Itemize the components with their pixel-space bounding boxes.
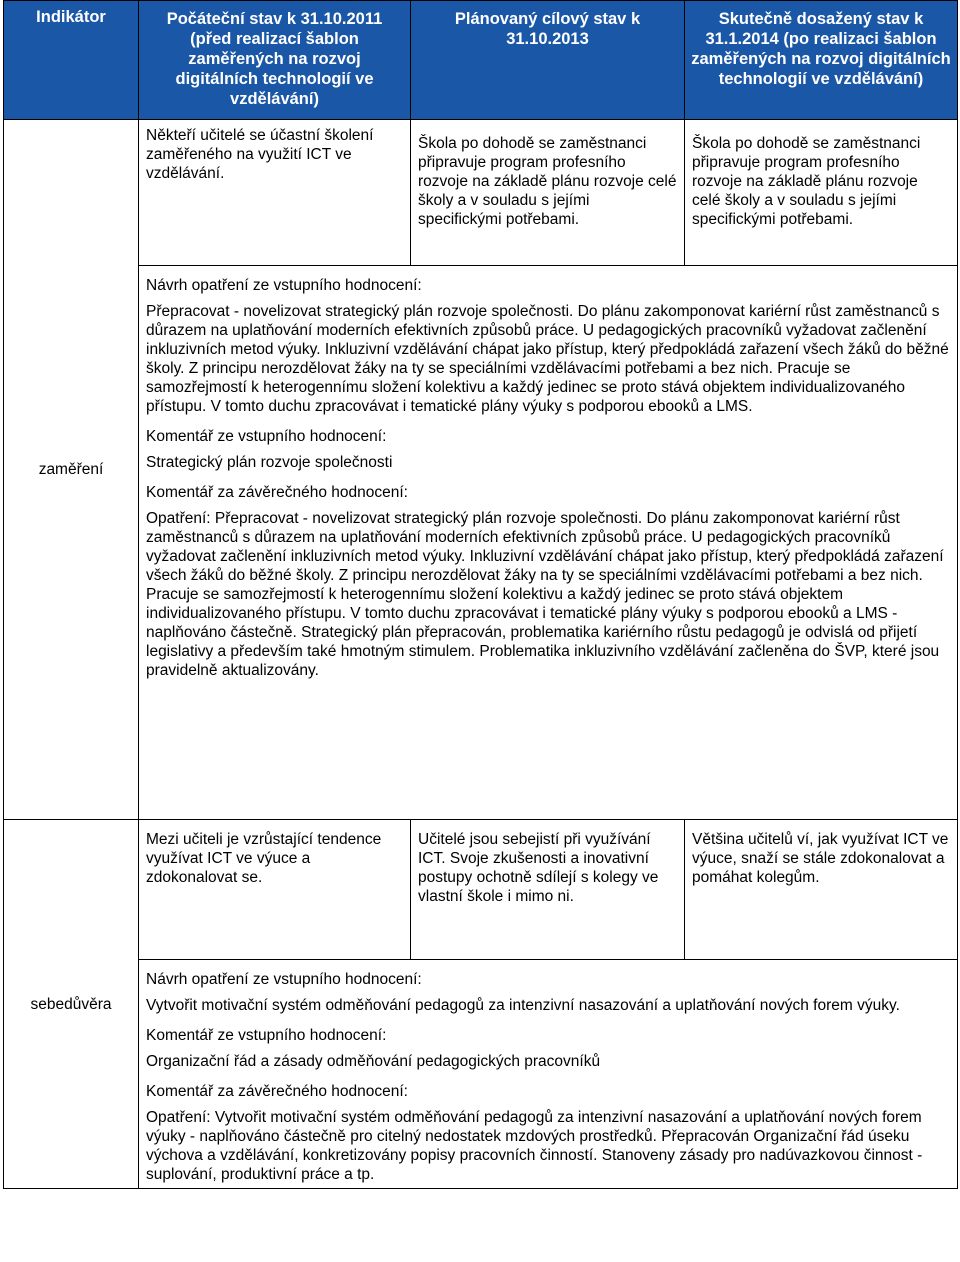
entry-comment-label: Komentář ze vstupního hodnocení: bbox=[146, 428, 387, 445]
indicator-cell: sebedůvěra bbox=[4, 820, 139, 1189]
header-planned-state: Plánovaný cílový stav k 31.10.2013 bbox=[411, 1, 685, 120]
entry-comment-text: Organizační řád a zásady odměňování pedagogických pracovníků bbox=[146, 1053, 601, 1070]
planned-state-cell: Učitelé jsou sebejistí při využívání ICT. Svoje zkušenosti a inovativní postupy ochotně sdílejí s kolegy ve vlastní škole i mimo ni. bbox=[411, 820, 685, 960]
final-comment-text: Opatření: Přepracovat - novelizovat strategický plán rozvoje společnosti. Do plánu zakomponovat kariérní růst zaměstnanců s důrazem na uplatňování moderních efektivních způsobů práce. U pedagogických pracovníků vyžadovat začlenění inkluzivních metod výuky. Inkluzivní vzdělávání chápat jako přístup, který předpokládá zařazení všech žáků do běžné školy. Z principu nerozdělovat žáky na ty se speciálními vzdělávacími potřebami a bez nich. Pracuje se samozřejmostí k heterogennímu složení kolektivu a každý jedinec se proto stává objektem individualizovaného přístupu. V tomto duchu zpracovávat i tematické plány výuky s podporou ebooků a LMS - naplňováno částečně. Strategický plán přepracován, problematika kariérního růstu pedagogů je odvislá od přijetí legislativy a především také hmotným stimulem. Problematika inkluzivního vzdělávání začleněna do ŠVP, které jsou pravidelně aktualizovány. bbox=[146, 510, 944, 679]
evaluation-cell bbox=[139, 960, 958, 1189]
evaluation-cell bbox=[139, 266, 958, 820]
header-start-state: Počáteční stav k 31.10.2011 (před realizací šablon zaměřených na rozvoj digitálních technologií ve vzdělávání) bbox=[139, 1, 411, 120]
start-state-cell: Mezi učiteli je vzrůstající tendence využívat ICT ve výuce a zdokonalovat se. bbox=[139, 820, 411, 960]
final-comment-text: Opatření: Vytvořit motivační systém odměňování pedagogů za intenzivní nasazování a uplatňování nových forem výuky - naplňováno částečně pro citelný nedostatek mzdových prostředků. Přepracován Organizační řád úseku výchova a vzdělávání, konkretizovány popisy pracovních činností. Stanoveny zásady pro nadúvazkovou činnost - suplování, produktivní práce a tp. bbox=[146, 1109, 923, 1183]
table-row bbox=[4, 820, 958, 960]
planned-state-cell: Škola po dohodě se zaměstnanci připravuje program profesního rozvoje na základě plánu rozvoje celé školy a v souladu s jejími specifickými potřebami. bbox=[411, 120, 685, 266]
indicator-cell: zaměření bbox=[4, 120, 139, 820]
entry-comment-label: Komentář ze vstupního hodnocení: bbox=[146, 1027, 387, 1044]
start-state-cell: Někteří učitelé se účastní školení zaměřeného na využití ICT ve vzdělávání. bbox=[139, 120, 411, 266]
table-row bbox=[4, 266, 958, 820]
final-comment-label: Komentář za závěrečného hodnocení: bbox=[146, 1083, 408, 1100]
actual-state-cell: Většina učitelů ví, jak využívat ICT ve výuce, snaží se stále zdokonalovat a pomáhat kolegům. bbox=[685, 820, 958, 960]
entry-comment-text: Strategický plán rozvoje společnosti bbox=[146, 454, 393, 471]
table-row bbox=[4, 960, 958, 1189]
header-indicator: Indikátor bbox=[4, 1, 139, 120]
proposal-text: Přepracovat - novelizovat strategický plán rozvoje společnosti. Do plánu zakomponovat kariérní růst zaměstnanců s důrazem na uplatňování moderních efektivních způsobů práce. U pedagogických pracovníků vyžadovat začlenění inkluzivních metod výuky. Inkluzivní vzdělávání chápat jako přístup, který předpokládá zařazení všech žáků do běžné školy. Z principu nerozdělovat žáky na ty se speciálními vzdělávacími potřebami a bez nich. Pracuje se samozřejmostí k heterogennímu složení kolektivu a každý jedinec se proto stává objektem individualizovaného přístupu. V tomto duchu zpracovávat i tematické plány výuky s podporou ebooků a LMS. bbox=[146, 303, 949, 415]
header-actual-state: Skutečně dosažený stav k 31.1.2014 (po realizaci šablon zaměřených na rozvoj digitálních technologií ve vzdělávání) bbox=[685, 1, 958, 120]
proposal-label: Návrh opatření ze vstupního hodnocení: bbox=[146, 971, 422, 988]
header-row bbox=[4, 1, 958, 120]
indicator-table bbox=[3, 0, 958, 1189]
table-row bbox=[4, 120, 958, 266]
final-comment-label: Komentář za závěrečného hodnocení: bbox=[146, 484, 408, 501]
proposal-text: Vytvořit motivační systém odměňování pedagogů za intenzivní nasazování a uplatňování nových forem výuky. bbox=[146, 997, 900, 1014]
actual-state-cell: Škola po dohodě se zaměstnanci připravuje program profesního rozvoje na základě plánu rozvoje celé školy a v souladu s jejími specifickými potřebami. bbox=[685, 120, 958, 266]
proposal-label: Návrh opatření ze vstupního hodnocení: bbox=[146, 277, 422, 294]
